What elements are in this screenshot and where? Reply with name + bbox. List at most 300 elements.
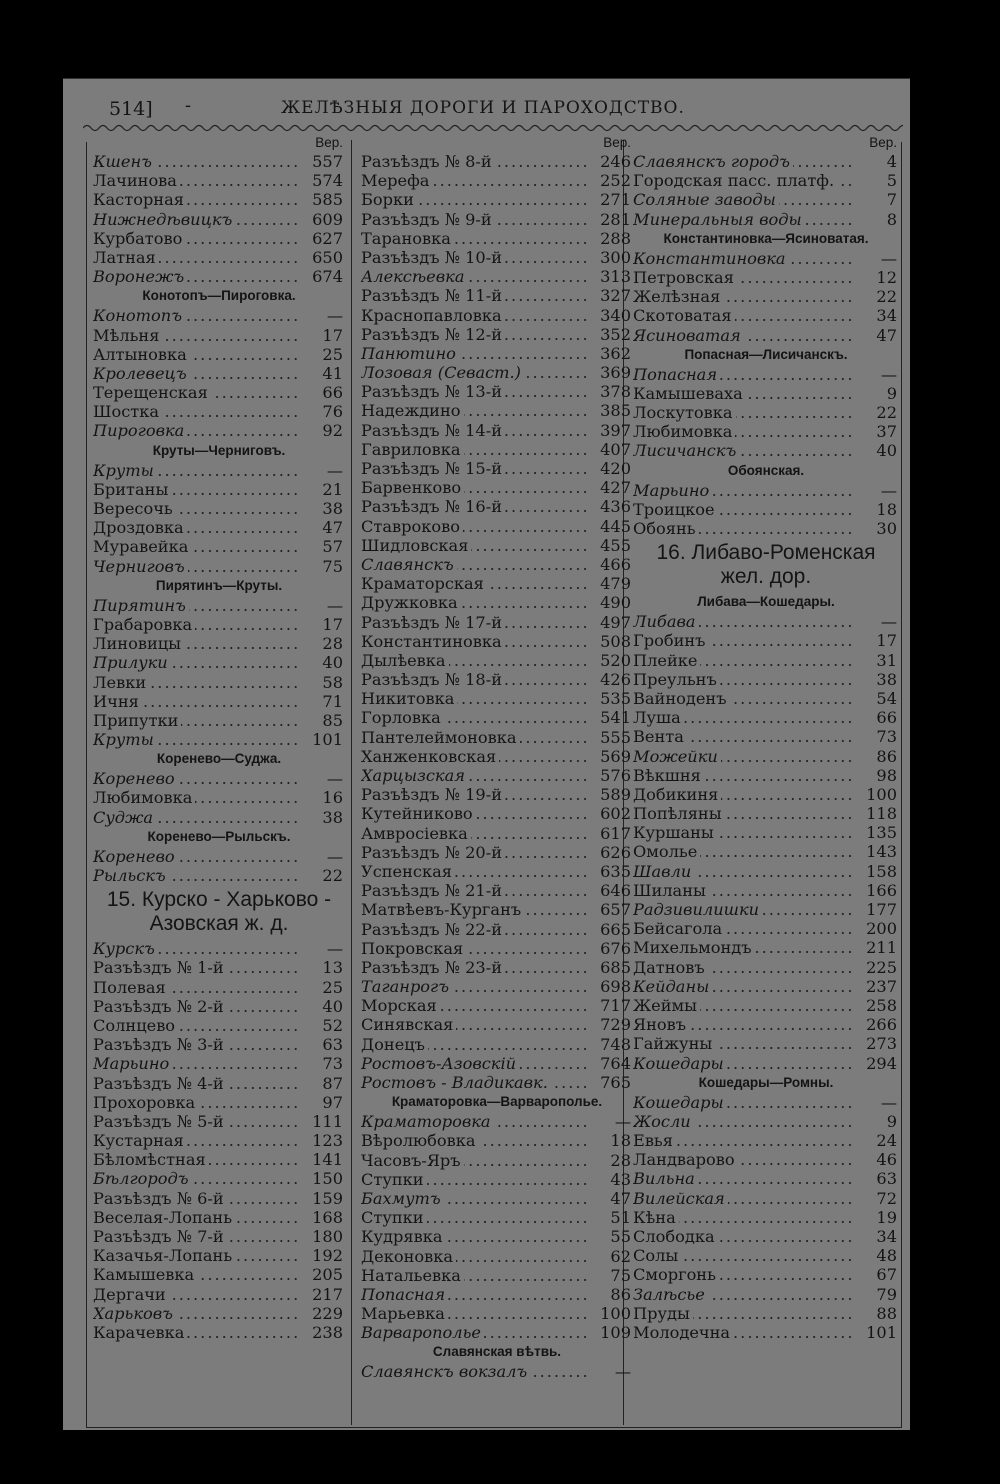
station-row [633,384,899,403]
station-row [361,421,633,440]
station-row [361,651,633,670]
station-row [93,634,345,653]
station-row [361,862,633,881]
station-name: Разъѣздъ № 8-й [361,152,495,171]
station-name: Жеймы [633,996,700,1015]
station-name: Матвѣевъ-Курганъ [361,900,524,919]
station-name: Мѣльня [93,326,162,345]
station-distance: 109 [600,1323,631,1343]
station-name: Разъѣздъ № 15-й [361,459,505,478]
station-distance: 352 [600,324,631,344]
station-distance: — [326,306,343,326]
station-distance: 63 [876,1169,897,1189]
station-distance: 609 [312,209,343,229]
station-distance: 407 [600,439,631,459]
station-distance: 585 [312,190,343,210]
station-row [93,1265,345,1284]
station-name: Радзивилишки [633,900,762,919]
station-row [93,345,345,364]
station-row [93,1131,345,1150]
station-row [93,1016,345,1035]
station-distance: 76 [322,402,343,422]
station-row [361,689,633,708]
station-name: Славянскъ вокзалъ [361,1362,530,1381]
station-name: Бѣломѣстная [93,1150,209,1169]
station-row [93,997,345,1016]
column-divider [351,140,352,1425]
station-row [93,866,345,885]
station-row [633,481,899,500]
station-name: Разъѣздъ № 4-й [93,1074,227,1093]
station-row [93,190,345,209]
station-distance: 97 [322,1092,343,1112]
station-distance: — [880,612,897,632]
station-row [93,711,345,730]
station-distance: 87 [322,1073,343,1093]
station-row [633,365,899,384]
station-distance: 66 [322,383,343,403]
station-name: Вильна [633,1169,698,1188]
station-name: Кшенъ [93,152,155,171]
station-row [633,1323,899,1342]
station-row [633,171,899,190]
station-name: Городская пасс. платф. [633,171,837,190]
station-name: Минеральныя воды [633,210,805,229]
station-name: Марьевка [361,1304,448,1323]
station-row [361,593,633,612]
station-distance: 92 [322,421,343,441]
station-row [361,977,633,996]
station-name: Любимовка [93,788,195,807]
station-name: Разъѣздъ № 17-й [361,613,505,632]
column-right [633,133,899,1342]
station-row [633,190,899,209]
station-name: Алексѣевка [361,267,467,286]
station-name: Залѣсье [633,1285,708,1304]
station-name: Славянскъ [361,555,457,574]
station-distance: — [326,769,343,789]
station-name: Кутейниково [361,804,476,823]
station-name: Дергачи [93,1285,169,1304]
station-row [93,383,345,402]
station-distance: 420 [600,459,631,478]
station-distance: 541 [600,708,631,728]
station-row [361,1266,633,1285]
station-distance: 246 [600,152,631,171]
station-row [361,958,633,977]
station-row [93,769,345,788]
station-name: Куршаны [633,823,717,842]
station-distance: 288 [600,228,631,248]
station-name: Натальевка [361,1266,464,1285]
station-distance: 589 [600,785,631,805]
station-row [633,785,899,804]
station-row [633,1015,899,1034]
station-name: Покровская [361,939,466,958]
station-distance: 646 [600,881,631,901]
station-name: Линовицы [93,634,184,653]
station-distance: 54 [876,688,897,708]
station-distance: 12 [876,267,897,287]
station-name: Разъѣздъ № 14-й [361,421,505,440]
station-name: Сморгонь [633,1265,719,1284]
station-distance: 19 [876,1207,897,1227]
station-name: Рыльскъ [93,866,169,885]
station-row [361,900,633,919]
station-row [93,402,345,421]
station-distance: 4 [886,152,897,171]
station-name: Разъѣздъ № 2-й [93,997,227,1016]
station-distance: 22 [876,403,897,423]
verst-column-header: Вер. [315,135,343,150]
station-row [361,1208,633,1227]
station-row [361,229,633,248]
station-name: Круты [93,461,157,480]
station-distance: 21 [322,479,343,499]
station-distance: 40 [322,653,343,673]
station-distance: 40 [322,996,343,1016]
station-name: Разъѣздъ № 23-й [361,958,505,977]
station-name: Разъѣздъ № 11-й [361,286,505,305]
station-distance: 22 [322,866,343,885]
station-name: Разъѣздъ № 6-й [93,1189,227,1208]
station-name: Курбатово [93,229,185,248]
station-distance: 674 [312,267,343,287]
station-distance: 237 [866,976,897,996]
station-distance: 617 [600,823,631,843]
line-heading: Круты—Черниговъ. [152,442,286,458]
station-name: Пироговка [93,421,187,440]
station-name: Шавли [633,862,694,881]
station-row [93,152,345,171]
station-distance: 85 [322,710,343,730]
station-distance: 192 [312,1246,343,1266]
station-name: Яновъ [633,1015,689,1034]
station-row [633,422,899,441]
station-row [633,1131,899,1150]
station-row [361,1151,633,1170]
station-name: Дроздовка [93,518,187,537]
station-name: Надеждино [361,401,464,420]
station-row [633,631,899,650]
station-distance: 17 [322,614,343,634]
station-name: Разъѣздъ № 20-й [361,843,505,862]
station-name: Разъѣздъ № 1-й [93,958,227,977]
line-heading: Коренево—Рыльскъ. [147,828,291,844]
station-name: Бейсагола [633,919,725,938]
station-distance: 362 [600,343,631,363]
station-name: Муравейка [93,537,191,556]
book-page [63,78,910,1430]
station-row [93,499,345,518]
station-distance: 252 [600,171,631,191]
station-row [361,210,633,229]
station-row [633,441,899,460]
station-distance: 445 [600,516,631,536]
station-row [93,958,345,977]
station-row [361,440,633,459]
station-row [361,190,633,209]
station-name: Суджа [93,808,156,827]
station-name: Камышевка [93,1265,197,1284]
station-distance: — [326,846,343,866]
station-name: Припутки [93,711,181,730]
station-row [93,653,345,672]
station-distance: 63 [322,1035,343,1055]
header-dash: - [185,95,192,116]
station-row [633,268,899,287]
station-name: Марьино [633,481,712,500]
station-name: Петровская [633,268,737,287]
station-name: Терещенская [93,383,211,402]
station-distance: 13 [322,958,343,978]
station-distance: 340 [600,305,631,325]
station-distance: 141 [312,1150,343,1170]
station-name: Молодечна [633,1323,733,1342]
station-name: Кролевецъ [93,364,190,383]
station-row [361,1362,633,1381]
station-name: Плейке [633,651,700,670]
station-row [633,519,899,538]
station-name: Краснопавловка [361,306,505,325]
station-row [93,364,345,383]
station-row [361,363,633,382]
station-distance: 665 [600,919,631,939]
station-row [633,862,899,881]
station-distance: 765 [600,1073,631,1092]
station-distance: 168 [312,1207,343,1227]
station-distance: 47 [610,1188,631,1208]
station-row [633,900,899,919]
station-name: Разъѣздъ № 19-й [361,785,505,804]
station-distance: 650 [312,247,343,267]
station-distance: 55 [610,1227,631,1247]
station-name: Преульнъ [633,670,720,689]
station-row [361,1304,633,1323]
station-distance: 100 [600,1304,631,1324]
station-name: Константиновка [361,632,505,651]
station-row [93,788,345,807]
station-row [633,1285,899,1304]
station-distance: 79 [876,1284,897,1304]
station-row [93,978,345,997]
station-distance: 43 [610,1169,631,1189]
station-name: Барвенково [361,478,464,497]
station-distance: 100 [866,784,897,804]
station-distance: 72 [876,1188,897,1208]
station-row [361,248,633,267]
station-row [633,1189,899,1208]
station-name: Нижнедѣвицкъ [93,210,235,229]
station-name: Кошедары [633,1093,727,1112]
station-name: Горловка [361,708,444,727]
station-name: Харцызская [361,766,468,785]
station-row [93,248,345,267]
station-name: Ханженковская [361,747,499,766]
station-distance: 48 [876,1246,897,1266]
station-name: Евья [633,1131,676,1150]
station-name: Ступки [361,1208,427,1227]
line-heading: Краматоровка—Варварополье. [391,1094,603,1110]
station-row [361,632,633,651]
station-name: Жосли [633,1112,694,1131]
station-row [93,1246,345,1265]
station-row [361,670,633,689]
station-row [93,421,345,440]
station-distance: — [614,1362,631,1382]
station-distance: 73 [876,727,897,747]
station-row [361,747,633,766]
station-name: Борки [361,190,417,209]
station-distance: 30 [876,519,897,538]
station-row [633,651,899,670]
station-distance: 229 [312,1303,343,1323]
station-name: Датновъ [633,958,708,977]
station-distance: 497 [600,612,631,632]
station-distance: 51 [610,1208,631,1228]
station-distance: 490 [600,593,631,613]
station-row [93,1304,345,1323]
station-name: Разъѣздъ № 10-й [361,248,505,267]
station-row [93,939,345,958]
station-row [93,326,345,345]
station-row [633,842,899,861]
station-distance: 764 [600,1053,631,1073]
station-row [633,403,899,422]
station-name: Разъѣздъ № 7-й [93,1227,227,1246]
station-row [93,267,345,286]
station-distance: 748 [600,1034,631,1054]
station-row [361,785,633,804]
station-distance: 569 [600,746,631,766]
station-distance: 385 [600,401,631,421]
station-row [361,824,633,843]
station-row [633,747,899,766]
station-row [93,673,345,692]
station-name: Бѣлгородъ [93,1169,192,1188]
station-row [633,881,899,900]
station-name: Грабаровка [93,615,195,634]
station-name: Пантелеймоновка [361,728,520,747]
station-row [633,977,899,996]
station-name: Бахмутъ [361,1189,444,1208]
station-distance: 28 [322,634,343,654]
page-number: 514] [109,98,153,120]
station-distance: 88 [876,1303,897,1323]
station-row [361,996,633,1015]
station-distance: 22 [876,287,897,307]
station-distance: 635 [600,861,631,881]
station-distance: — [614,1112,631,1132]
station-row [361,881,633,900]
line-heading: Попасная—Лисичанскъ. [684,346,848,362]
station-row [361,766,633,785]
station-name: Вента [633,727,687,746]
station-distance: 46 [876,1150,897,1170]
station-name: Кейданы [633,977,712,996]
station-name: Славянскъ городъ [633,152,793,171]
station-distance: 58 [322,672,343,692]
station-distance: 9 [886,383,897,403]
station-row [633,823,899,842]
station-row [361,1054,633,1073]
station-row [633,1227,899,1246]
station-row [93,692,345,711]
station-distance: 158 [866,861,897,881]
station-distance: 135 [866,823,897,843]
station-distance: 17 [876,631,897,651]
station-name: Британы [93,480,171,499]
station-row [361,939,633,958]
station-name: Вилейская [633,1189,728,1208]
station-row [633,249,899,268]
station-distance: 18 [876,499,897,519]
station-distance: 294 [866,1053,897,1073]
station-row [361,171,633,190]
station-distance: 38 [876,669,897,689]
station-name: Тарановка [361,229,454,248]
station-distance: 200 [866,919,897,939]
station-row [361,382,633,401]
verst-column-header: Вер. [869,135,897,150]
station-row [361,728,633,747]
station-name: Лозовая (Севаст.) [361,363,524,382]
station-row [93,1285,345,1304]
station-distance: 258 [866,995,897,1015]
station-name: Гробинъ [633,631,708,650]
column-middle [361,133,633,1382]
station-name: Амвросіевка [361,824,471,843]
station-row [361,804,633,823]
station-distance: 574 [312,171,343,191]
station-name: Синявская [361,1015,456,1034]
station-name: Полевая [93,978,169,997]
station-row [361,1247,633,1266]
station-row [93,615,345,634]
station-distance: 67 [876,1265,897,1285]
station-row [93,210,345,229]
station-distance: 657 [600,900,631,920]
station-name: Часовъ-Яръ [361,1151,464,1170]
station-row [361,401,633,420]
station-row [93,1035,345,1054]
station-row [361,613,633,632]
station-distance: 685 [600,957,631,977]
station-row [93,1227,345,1246]
station-row [93,1112,345,1131]
station-distance: — [880,1092,897,1112]
station-distance: 34 [876,1227,897,1246]
station-row [633,689,899,708]
station-distance: 555 [600,727,631,747]
station-name: Варварополье [361,1323,484,1342]
station-name: Михельмондъ [633,938,755,957]
station-name: Солнцево [93,1016,178,1035]
station-distance: 281 [600,209,631,229]
station-row [633,1208,899,1227]
column-left [93,133,345,1342]
station-distance: 18 [610,1131,631,1151]
station-distance: 378 [600,382,631,402]
station-name: Шиланы [633,881,709,900]
station-name: Веселая-Лопань [93,1208,235,1227]
station-name: Прохоровка [93,1093,198,1112]
station-name: Разъѣздъ № 16-й [361,497,505,516]
station-row [633,612,899,631]
station-distance: 150 [312,1169,343,1189]
station-row [361,574,633,593]
station-name: Обоянь [633,519,699,538]
